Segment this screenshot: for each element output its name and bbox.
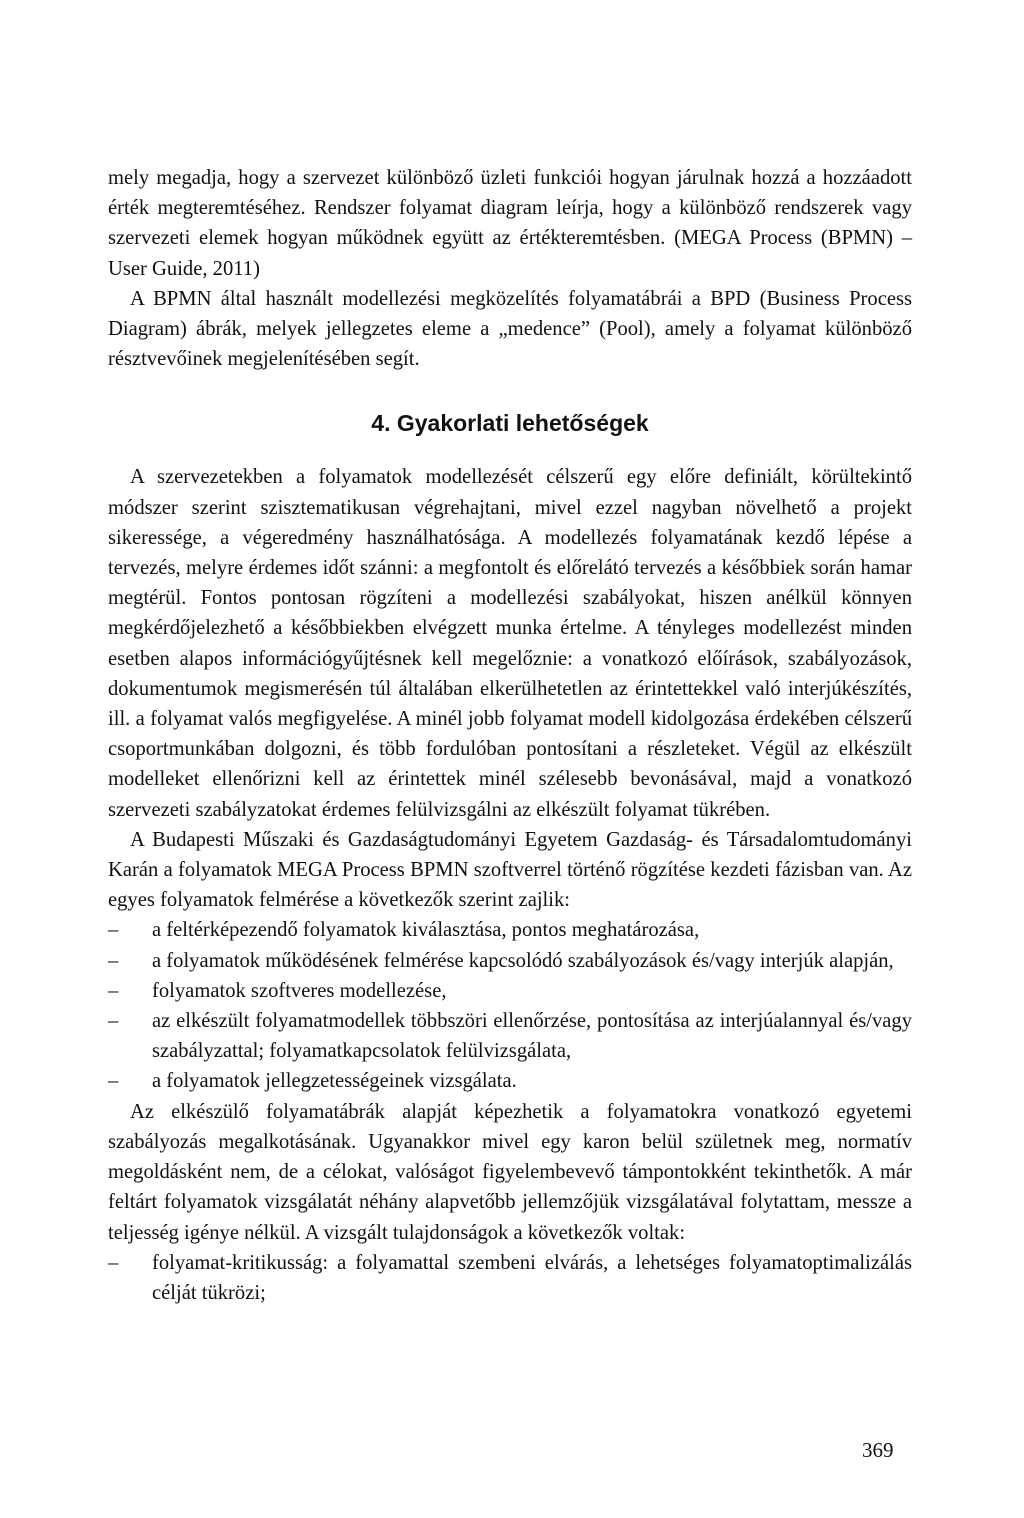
dash-mark: –: [108, 1251, 119, 1274]
list-item-text: folyamat-kritikusság: a folyamattal szembeni elvárás, a lehetséges folyamatoptimalizálás célját tükrözi;: [152, 1251, 912, 1304]
list-item-text: a folyamatok működésének felmérése kapcsolódó szabályozások és/vagy interjúk alapján,: [152, 949, 894, 972]
dash-mark: –: [108, 1070, 119, 1093]
dash-mark: –: [108, 949, 119, 972]
list-item-text: az elkészült folyamatmodellek többszöri ellenőrzése, pontosítása az interjúalannyal és/vagy szabályzattal; folyamatkapcsolatok felülvizsgálata,: [152, 1010, 912, 1063]
paragraph-modeling: A szervezetekben a folyamatok modellezését célszerű egy előre definiált, körültekintő módszer szerint szisztematikusan végrehajtani, mivel ezzel nagyban növelhető a projekt sikeressége, a végeredmény használhatósága. A modellezés folyamatának kezdő lépése a tervezés, melyre érdemes időt szánni: a megfontolt és előrelátó tervezés a későbbiek során hamar megtérül. Fontos pontosan rögzíteni a modellezési szabályokat, hiszen anélkül könnyen megkérdőjelezhető a későbbiekben elvégzett munka értelme. A tényleges modellezést minden esetben alapos információgyűjtésnek kell megelőznie: a vonatkozó előírások, szabályozások, dokumentumok megismerésén túl általában elkerülhetetlen az érintettekkel való interjúkészítés, ill. a folyamat valós megfigyelése. A minél jobb folyamat modell kidolgozása érdekében célszerű csoportmunkában dolgozni, és több fordulóban pontosítani a részleteket. Végül az elkészült modelleket ellenőrizni kell az érintettek minél szélesebb bevonásával, majd a vonatkozó szervezeti szabályzatokat érdemes felülvizsgálni az elkészült folyamat tükrében.: [108, 466, 912, 821]
list-item-text: folyamatok szoftveres modellezése,: [152, 979, 447, 1002]
dash-mark: –: [108, 979, 119, 1002]
list-item: [108, 915, 912, 945]
paragraph-bme: A Budapesti Műszaki és Gazdaságtudományi Egyetem Gazdaság- és Társadalomtudományi Karán a folyamatok MEGA Process BPMN szoftverrel történő rögzítése kezdeti fázisban van. Az egyes folyamatok felmérése a következők szerint zajlik:: [108, 828, 912, 912]
list-item-text: a feltérképezendő folyamatok kiválasztása, pontos meghatározása,: [152, 919, 700, 942]
list-item-text: a folyamatok jellegzetességeinek vizsgálata.: [152, 1070, 517, 1093]
process-steps-list: [108, 915, 912, 1096]
list-item: [108, 1248, 912, 1308]
dash-mark: –: [108, 919, 119, 942]
dash-mark: –: [108, 1010, 119, 1033]
section-heading: 4. Gyakorlati lehetőségek: [371, 410, 649, 437]
list-item: [108, 1066, 912, 1096]
properties-list: [108, 1248, 912, 1308]
paragraph-results: Az elkészülő folyamatábrák alapját képezhetik a folyamatokra vonatkozó egyetemi szabályozás megalkotásának. Ugyanakkor mivel egy karon belül születnek meg, normatív megoldásként nem, de a célokat, valóságot figyelembevevő támpontokként tekinthetők. A már feltárt folyamatok vizsgálatát néhány alapvetőbb jellemzőjük vizsgálatával folytattam, messze a teljesség igénye nélkül. A vizsgált tulajdonságok a következők voltak:: [108, 1100, 912, 1244]
list-item: [108, 946, 912, 976]
page-number: 369: [862, 1438, 894, 1462]
list-item: [108, 1006, 912, 1066]
paragraph-bpmn: A BPMN által használt modellezési megközelítés folyamatábrái a BPD (Business Process Diagram) ábrák, melyek jellegzetes eleme a „medence” (Pool), amely a folyamat különböző résztvevőinek megjelenítésében segít.: [108, 287, 912, 371]
page-body: [108, 163, 912, 1308]
paragraph-intro-continuation: mely megadja, hogy a szervezet különböző üzleti funkciói hogyan járulnak hozzá a hozzáadott érték megteremtéséhez. Rendszer folyamat diagram leírja, hogy a különböző rendszerek vagy szervezeti elemek hogyan működnek együtt az értékteremtésben. (MEGA Process (BPMN) – User Guide, 2011): [108, 167, 912, 280]
list-item: [108, 976, 912, 1006]
